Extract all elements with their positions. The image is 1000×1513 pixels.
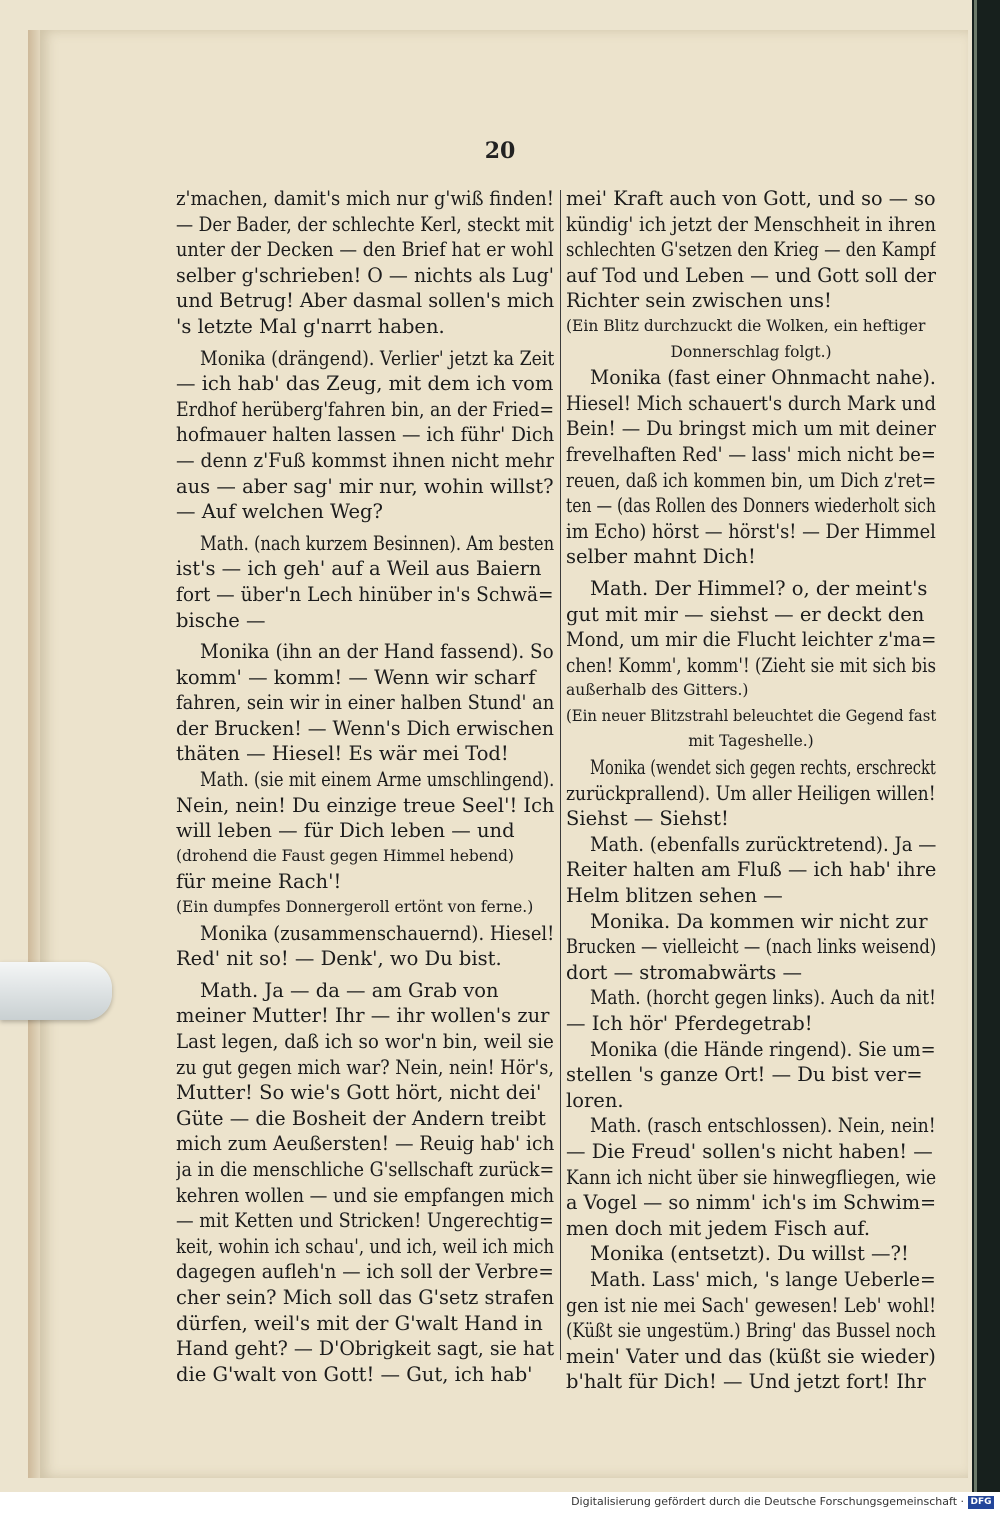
text-line: zurückprallend). Um aller Heiligen willen! [566,781,936,805]
text-line: b'halt für Dich! — Und jetzt fort! Ihr [566,1370,926,1394]
text-line: — Auf welchen Weg? [176,500,383,524]
text-line: Monika (fast einer Ohnmacht nahe). [590,366,936,390]
text-line: zu gut gegen mich war? Nein, nein! Hör's, [176,1055,554,1079]
side-panel-tab[interactable] [0,962,112,1020]
text-line: außerhalb des Gitters.) [566,681,749,700]
text-line: die G'walt von Gott! — Gut, ich hab' [176,1362,533,1386]
text-line: Bein! — Du bringst mich um mit deiner [566,417,936,441]
text-line: reuen, daß ich kommen bin, um Dich z'ret= [566,468,936,492]
text-line: und Betrug! Aber dasmal sollen's mich [176,289,554,313]
text-line: für meine Rach'! [176,870,342,894]
text-line: Math. (sie mit einem Arme umschlingend). [200,768,554,792]
dfg-logo: DFG [968,1496,994,1509]
text-line: Erdhof herüberg'fahren bin, an der Fried= [176,397,554,421]
text-line: mich zum Aeußersten! — Reuig hab' ich [176,1132,554,1156]
text-line: fahren, sein wir in einer halben Stund' an [176,691,554,715]
text-line: Math. (ebenfalls zurücktretend). Ja — [590,832,936,856]
text-line: (Ein dumpfes Donnergeroll ertönt von ferne.) [176,898,534,917]
text-line: Nein, nein! Du einzige treue Seel'! Ich [176,793,554,817]
text-line: selber g'schrieben! O — nichts als Lug' [176,263,554,287]
text-line: mei' Kraft auch von Gott, und so — so [566,187,936,210]
text-line: mein' Vater und das (küßt sie wieder) [566,1344,936,1368]
text-line: Mond, um mir die Flucht leichter z'ma= [566,628,936,652]
page-number: 20 [484,138,516,164]
text-line: Mutter! So wie's Gott hört, nicht dei' [176,1081,542,1105]
scan-right-border [972,0,1000,1492]
text-line: Math. (rasch entschlossen). Nein, nein! [590,1114,936,1138]
text-line: gen ist nie mei Sach' gewesen! Leb' wohl! [566,1293,936,1317]
text-line: frevelhaften Red' — lass' mich nicht be= [566,442,936,466]
text-line: Kann ich nicht über sie hinwegfliegen, wie [566,1165,936,1189]
text-line: Monika (entsetzt). Du willst —?! [590,1242,909,1266]
text-line: 's letzte Mal g'narrt haben. [176,314,445,338]
right-text-column [566,186,936,1395]
scan-right-border-line [974,0,977,1492]
text-line: Math. Ja — da — am Grab von [200,978,499,1002]
text-line: men doch mit jedem Fisch auf. [566,1216,871,1240]
left-text-column [176,186,554,1387]
text-line: ist's — ich geh' auf a Weil aus Baiern [176,557,542,581]
text-line: kehren wollen — und sie empfangen mich [176,1183,554,1207]
text-line: gut mit mir — siehst — er deckt den [566,602,925,626]
text-line: ten — (das Rollen des Donners wiederholt sich [566,494,936,518]
text-line: (Küßt sie ungestüm.) Bring' das Bussel noch [566,1319,936,1343]
text-line: Helm blitzen sehen — [566,884,783,908]
text-line: komm' — komm! — Wenn wir scharf [176,665,536,689]
text-line: Monika (ihn an der Hand fassend). So [200,640,554,664]
text-line: Brucken — vielleicht — (nach links weisend) [566,935,936,959]
text-line: der Brucken! — Wenn's Dich erwischen [176,716,554,740]
text-line: cher sein? Mich soll das G'setz strafen [176,1285,554,1309]
text-line: Monika (zusammenschauernd). Hiesel! [200,921,554,945]
text-line: bische — [176,608,266,632]
text-line: Last legen, daß ich so wor'n bin, weil sie [176,1030,554,1053]
footer-funding-text: Digitalisierung gefördert durch die Deutsche Forschungsgemeinschaft · [571,1495,964,1508]
text-line: selber mahnt Dich! [566,545,756,569]
text-line: hofmauer halten lassen — ich führ' Dich [176,423,554,447]
text-line: (drohend die Faust gegen Himmel hebend) [176,846,514,865]
text-line: kündig' ich jetzt der Menschheit in ihren [566,212,936,236]
text-line: Siehst — Siehst! [566,807,729,831]
text-line: Hiesel! Mich schauert's durch Mark und [566,391,936,415]
text-line: dagegen aufleh'n — ich soll der Verbre= [176,1260,554,1284]
text-line: loren. [566,1088,624,1112]
text-line: auf Tod und Leben — und Gott soll der [566,263,936,287]
column-divider [560,190,561,1360]
footer-bar [0,1492,1000,1513]
text-line: Reiter halten am Fluß — ich hab' ihre [566,858,936,882]
text-line: dürfen, weil's mit der G'walt Hand in [176,1311,543,1335]
text-line: Monika. Da kommen wir nicht zur [590,909,928,933]
text-line: Richter sein zwischen uns! [566,289,832,313]
text-line: — Der Bader, der schlechte Kerl, steckt mit [176,212,554,236]
text-line: — mit Ketten und Stricken! Ungerechtig= [176,1209,554,1233]
text-line: schlechten G'setzen den Krieg — den Kampf [566,238,936,262]
text-line: Math. (horcht gegen links). Auch da nit! [590,986,936,1010]
text-line: (Ein neuer Blitzstrahl beleuchtet die Gegend fast [566,706,936,725]
text-line: (Ein Blitz durchzuckt die Wolken, ein heftiger [566,316,926,335]
text-line: fort — über'n Lech hinüber in's Schwä= [176,582,554,606]
text-line: thäten — Hiesel! Es wär mei Tod! [176,742,509,766]
text-line: dort — stromabwärts — [566,960,802,984]
text-line: z'machen, damit's mich nur g'wiß finden! [176,187,554,210]
text-line: Hand geht? — D'Obrigkeit sagt, sie hat [176,1337,554,1361]
text-line: ja in die menschliche G'sellschaft zurück= [176,1157,554,1181]
text-line: unter der Decken — den Brief hat er wohl [176,238,554,262]
text-line: — Ich hör' Pferdegetrab! [566,1012,813,1035]
text-line: — denn z'Fuß kommst ihnen nicht mehr [176,448,554,472]
text-line: Red' nit so! — Denk', wo Du bist. [176,947,502,971]
text-line: Güte — die Bosheit der Andern treibt [176,1106,546,1130]
text-line: — ich hab' das Zeug, mit dem ich vom [176,372,554,396]
text-line: Donnerschlag folgt.) [670,342,832,361]
text-line: will leben — für Dich leben — und [176,819,515,843]
text-line: stellen 's ganze Ort! — Du bist ver= [566,1063,923,1087]
text-line: Math. Der Himmel? o, der meint's [590,576,928,600]
text-line: a Vogel — so nimm' ich's im Schwim= [566,1191,936,1215]
text-line: Math. (nach kurzem Besinnen). Am besten [200,531,554,555]
text-line: mit Tageshelle.) [688,732,814,751]
text-line: Monika (wendet sich gegen rechts, erschreckt [590,756,936,780]
text-line: keit, wohin ich schau', und ich, weil ich mich [176,1234,554,1258]
text-line: Monika (drängend). Verlier' jetzt ka Zeit [200,346,554,370]
text-line: — Die Freud' sollen's nicht haben! — [566,1139,933,1163]
text-line: chen! Komm', komm'! (Zieht sie mit sich bis [566,653,936,677]
text-line: meiner Mutter! Ihr — ihr wollen's zur [176,1004,550,1028]
text-line: im Echo) hörst — hörst's! — Der Himmel [566,519,936,543]
text-line: aus — aber sag' mir nur, wohin willst? [176,474,554,498]
text-line: Math. Lass' mich, 's lange Ueberle= [590,1267,936,1291]
text-line: Monika (die Hände ringend). Sie um= [590,1037,936,1061]
